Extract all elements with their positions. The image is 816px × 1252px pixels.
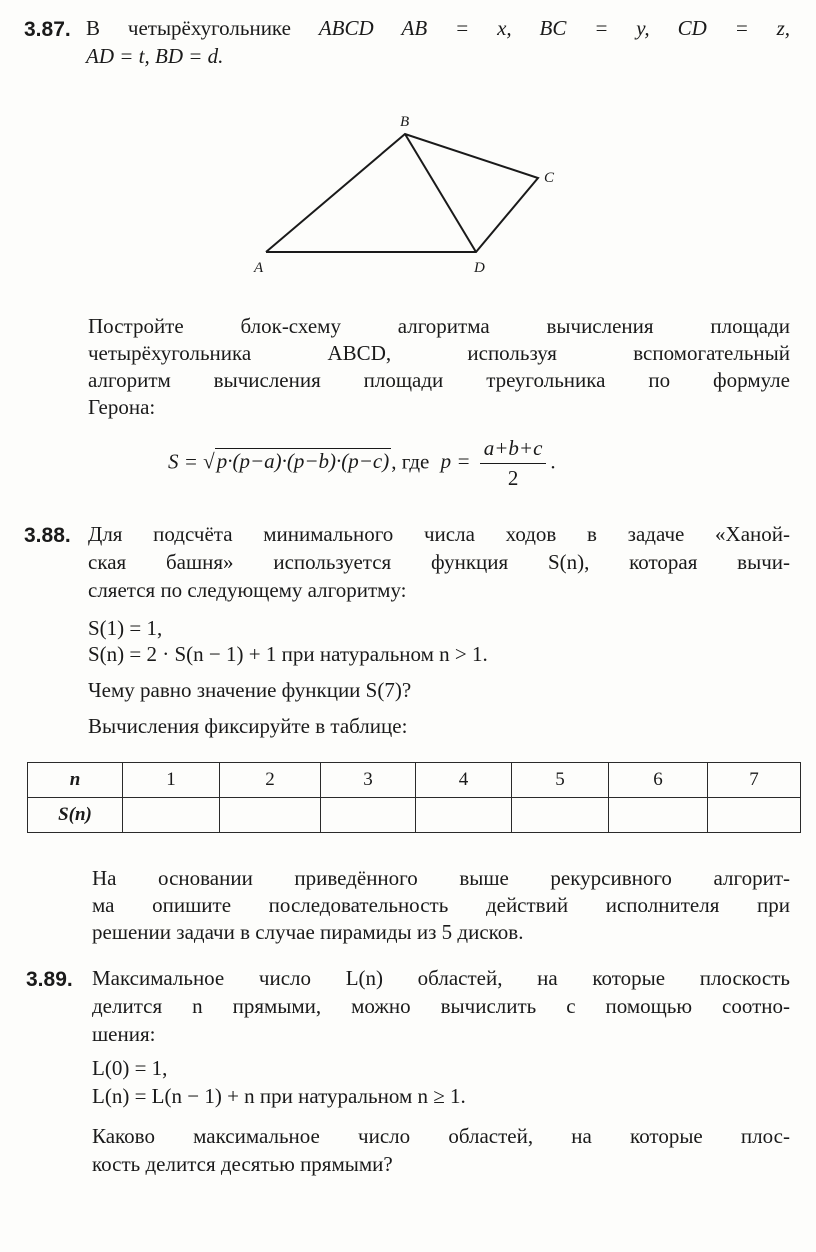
vertex-label-d: D xyxy=(474,260,485,276)
problem-3-88-after-line: решении задачи в случае пирамиды из 5 дисков. xyxy=(92,920,524,944)
problem-3-89-question: Каково максимальное число областей, на которые плос- xyxy=(92,1124,790,1148)
problem-3-89-line: шения: xyxy=(92,1022,156,1046)
table-row xyxy=(28,798,801,833)
fraction-numerator: a+b+c xyxy=(480,436,547,464)
heron-formula xyxy=(168,436,556,491)
problem-number-3-89: 3.89. xyxy=(26,968,73,991)
vertex-label-a: A xyxy=(254,260,264,276)
table-header-cell: 7 xyxy=(708,763,801,798)
problem-3-87-task-line: Постройте блок-схему алгоритма вычисления площади xyxy=(88,314,790,338)
problem-3-88-line: ская башня» используется функция S(n), которая вычи- xyxy=(88,550,790,574)
text-fragment: AB = x, xyxy=(401,16,512,40)
table-empty-cell xyxy=(708,798,801,833)
table-header-n: n xyxy=(28,763,123,798)
table-header-sn: S(n) xyxy=(28,798,123,833)
table-empty-cell xyxy=(512,798,609,833)
table-header-cell: 3 xyxy=(321,763,416,798)
quadrilateral-figure xyxy=(240,108,580,288)
recurrence-rule-1: S(1) = 1, xyxy=(88,616,163,640)
problem-3-89-line: делится n прямыми, можно вычислить с помощью соотно- xyxy=(92,994,790,1018)
table-header-cell: 2 xyxy=(220,763,321,798)
problem-number-3-87: 3.87. xyxy=(24,18,71,41)
problem-3-87-task-line: Герона: xyxy=(88,395,156,419)
table-empty-cell xyxy=(416,798,512,833)
table-header-cell: 4 xyxy=(416,763,512,798)
sqrt-sign: √ xyxy=(203,449,215,474)
fraction-denominator: 2 xyxy=(507,466,519,490)
text-fragment: CD = z, xyxy=(677,16,791,40)
table-empty-cell xyxy=(220,798,321,833)
recurrence-rule-2: L(n) = L(n − 1) + n при натуральном n ≥ 1. xyxy=(92,1084,466,1108)
problem-3-89-line: Максимальное число L(n) областей, на которые плоскость xyxy=(92,966,790,990)
calculation-table xyxy=(27,762,801,833)
formula-fraction xyxy=(480,436,547,491)
problem-3-88-line: Для подсчёта минимального числа ходов в задаче «Ханой- xyxy=(88,522,790,546)
table-empty-cell xyxy=(321,798,416,833)
problem-3-87-line2: AD = t, BD = d. xyxy=(86,44,224,68)
formula-p-lhs: p = xyxy=(440,449,471,474)
table-empty-cell xyxy=(123,798,220,833)
table-header-cell: 1 xyxy=(123,763,220,798)
problem-3-87-task-line: четырёхугольника ABCD, используя вспомогательный xyxy=(88,341,790,365)
table-intro: Вычисления фиксируйте в таблице: xyxy=(88,714,408,738)
formula-end: . xyxy=(550,449,556,474)
text-fragment: В xyxy=(86,16,101,40)
diagonal-bd xyxy=(405,134,476,252)
formula-where: , где xyxy=(391,449,430,474)
problem-3-88-after-line: На основании приведённого выше рекурсивного алгорит- xyxy=(92,866,790,890)
formula-radicand: p·(p−a)·(p−b)·(p−c) xyxy=(216,449,390,474)
problem-number-3-88: 3.88. xyxy=(24,524,71,547)
table-row xyxy=(28,763,801,798)
quadrilateral-outline xyxy=(266,134,538,252)
vertex-label-c: C xyxy=(544,170,555,186)
problem-3-88-question: Чему равно значение функции S(7)? xyxy=(88,678,412,702)
problem-3-88-line: сляется по следующему алгоритму: xyxy=(88,578,407,602)
table-empty-cell xyxy=(609,798,708,833)
problem-3-89-question: кость делится десятью прямыми? xyxy=(92,1152,393,1176)
table-header-cell: 6 xyxy=(609,763,708,798)
problem-3-87-line1 xyxy=(86,16,790,41)
table-header-cell: 5 xyxy=(512,763,609,798)
text-fragment: BC = y, xyxy=(539,16,650,40)
problem-3-87-task-line: алгоритм вычисления площади треугольника по формуле xyxy=(88,368,790,392)
recurrence-rule-2: S(n) = 2 · S(n − 1) + 1 при натуральном n > 1. xyxy=(88,642,488,666)
text-fragment: ABCD xyxy=(318,16,374,40)
formula-lhs: S = xyxy=(168,449,198,474)
vertex-label-b: B xyxy=(400,114,410,130)
recurrence-rule-1: L(0) = 1, xyxy=(92,1056,168,1080)
problem-3-88-after-line: ма опишите последовательность действий исполнителя при xyxy=(92,893,790,917)
text-fragment: четырёхугольнике xyxy=(127,16,291,40)
